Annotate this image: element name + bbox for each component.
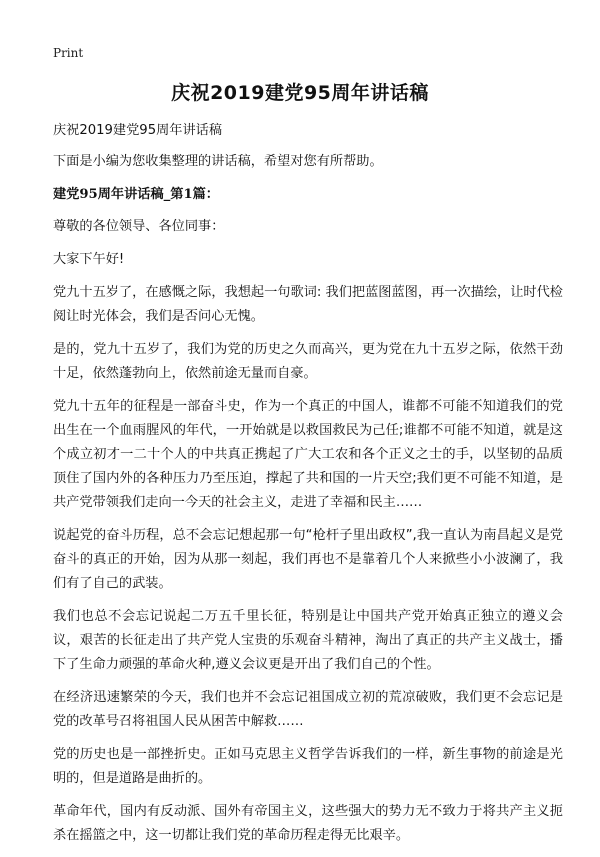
- paragraph: 党的历史也是一部挫折史。正如马克思主义哲学告诉我们的一样，新生事物的前途是光明的，但是道路是曲折的。: [53, 747, 563, 786]
- salutation-leaders: 尊敬的各位领导、各位同事：: [53, 219, 225, 234]
- paragraph: 是的，党九十五岁了，我们为党的历史之久而高兴，更为党在九十五岁之际，依然干劲十足，依然蓬勃向上，依然前途无量而自豪。: [53, 342, 563, 381]
- paragraph: 党九十五年的征程是一部奋斗史，作为一个真正的中国人，谁都不可能不知道我们的党出生在一个血雨腥风的年代，一开始就是以救国救民为己任;谁都不可能不知道，就是这个成立初才一二十个人的中共真正携起了广大工农和各个正义之士的手，以坚韧的品质顶住了国内外的各种压力乃至压迫，撑起了共和国的一片天空;我们更不可能不知道，是共产党带领我们走向一今天的社会主义，走进了幸福和民主……: [53, 399, 563, 510]
- salutation-greeting: 大家下午好!: [53, 252, 125, 267]
- paragraph: 党九十五岁了，在感慨之际，我想起一句歌词: 我们把蓝图蓝图，再一次描绘，让时代检阅让时光体会，我们是否问心无愧。: [53, 285, 563, 324]
- section-heading: 建党95周年讲话稿_第1篇：: [53, 187, 219, 202]
- paragraph: 我们也总不会忘记说起二万五千里长征，特别是让中国共产党开始真正独立的遵义会议，艰苦的长征走出了共产党人宝贵的乐观奋斗精神，淘出了真正的共产主义战士，播下了生命力顽强的革命火种,遵义会议更是开出了我们自己的个性。: [53, 609, 563, 672]
- article-body: [53, 119, 563, 857]
- paragraph: 革命年代，国内有反动派、国外有帝国主义，这些强大的势力无不致力于将共产主义扼杀在摇篮之中，这一切都让我们党的革命历程走得无比艰辛。: [53, 804, 563, 843]
- page-title: 庆祝2019建党95周年讲话稿: [171, 82, 429, 104]
- article-subtitle: 庆祝2019建党95周年讲话稿: [53, 123, 223, 138]
- intro-text: 下面是小编为您收集整理的讲话稿，希望对您有所帮助。: [53, 154, 383, 169]
- paragraph: 说起党的奋斗历程，总不会忘记想起那一句“枪杆子里出政权”,我一直认为南昌起义是党奋斗的真正的开始，因为从那一刻起，我们再也不是靠着几个人来掀些小小波澜了，我们有了自己的武装。: [53, 528, 563, 591]
- paragraph: 在经济迅速繁荣的今天，我们也并不会忘记祖国成立初的荒凉破败，我们更不会忘记是党的改革号召将祖国人民从困苦中解救……: [53, 690, 563, 729]
- print-link[interactable]: Print: [53, 46, 84, 60]
